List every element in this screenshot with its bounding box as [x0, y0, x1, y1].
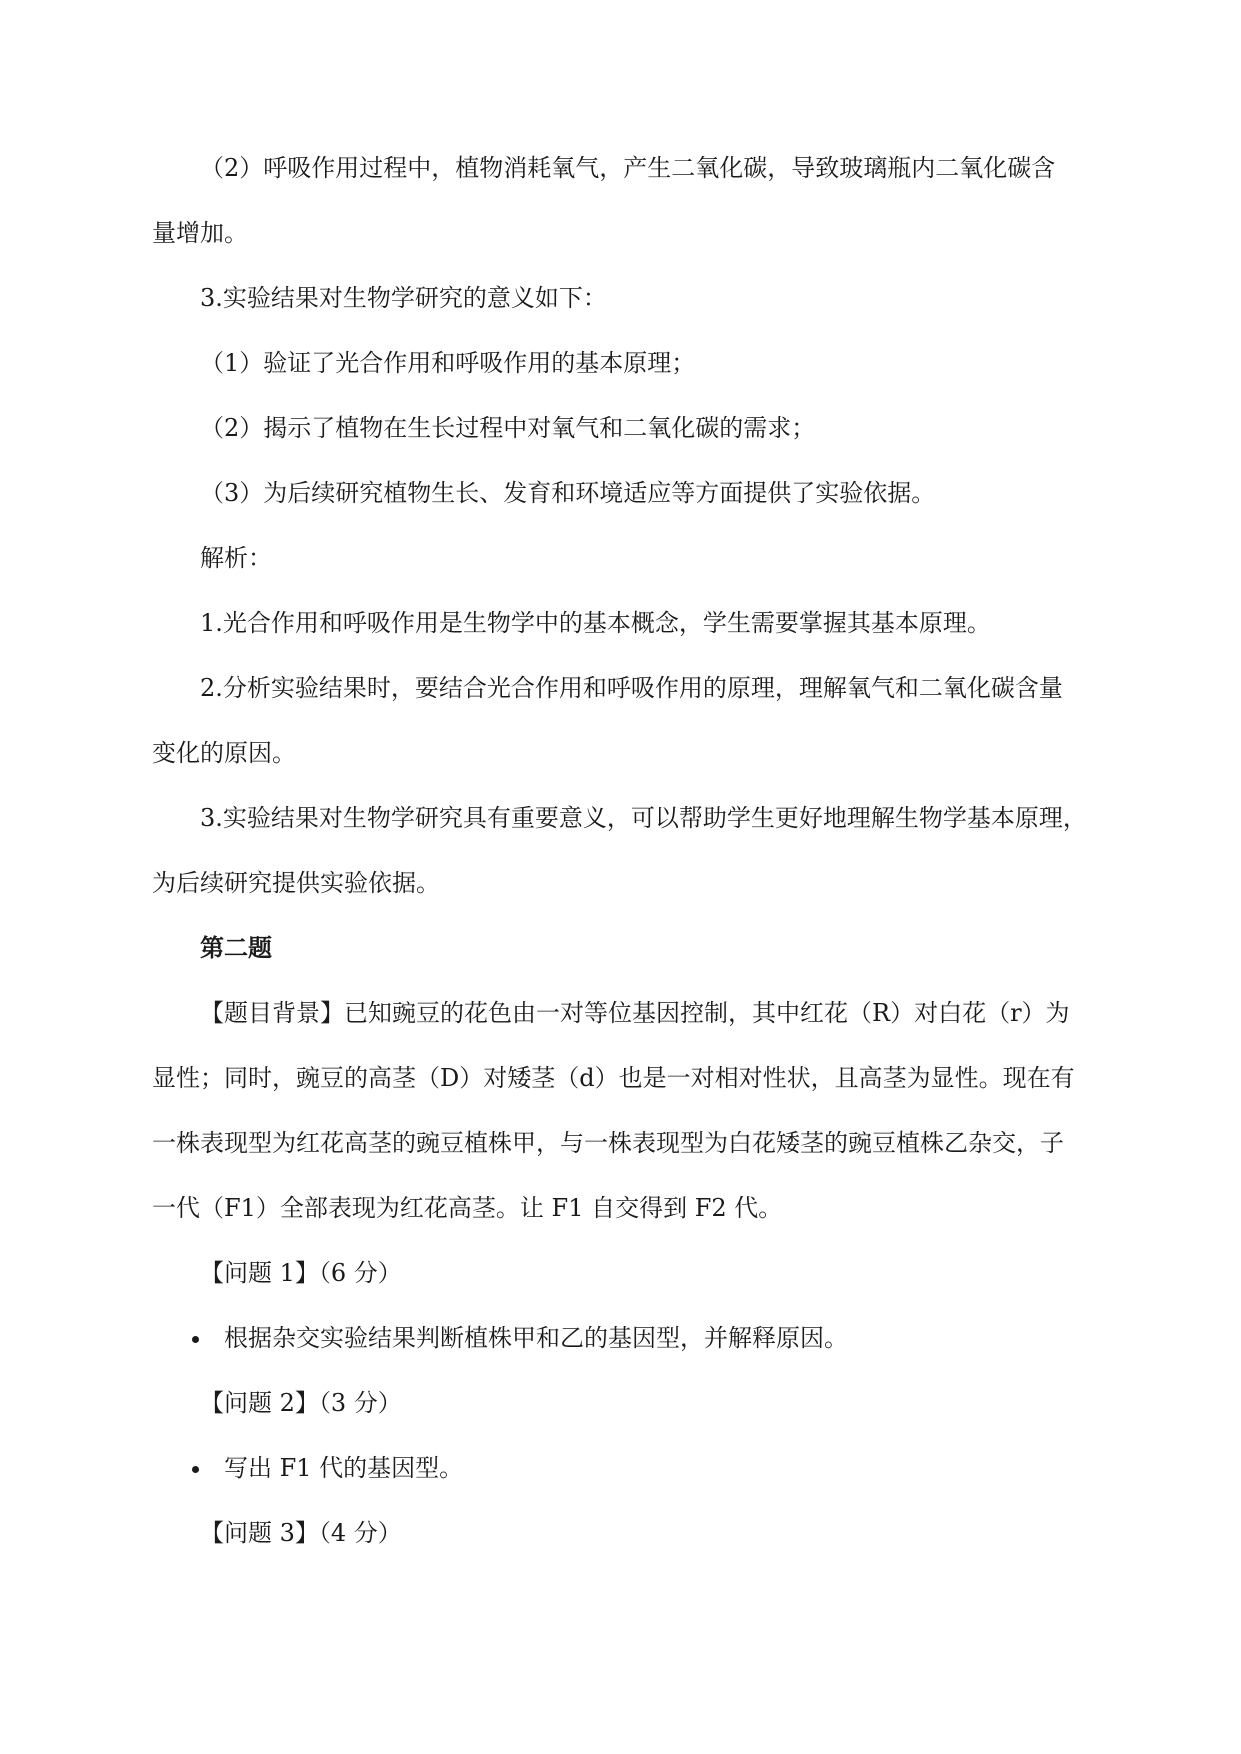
paragraph-line: （2）呼吸作用过程中，植物消耗氧气，产生二氧化碳，导致玻璃瓶内二氧化碳含 [200, 154, 1056, 182]
paragraph-line: 为后续研究提供实验依据。 [152, 869, 440, 897]
question-label: 【问题 2】（3 分） [200, 1389, 402, 1417]
paragraph-line: （3）为后续研究植物生长、发育和环境适应等方面提供了实验依据。 [200, 479, 936, 507]
question-label: 【问题 1】（6 分） [200, 1259, 402, 1287]
paragraph-line: 3.实验结果对生物学研究的意义如下： [200, 284, 607, 312]
bullet-icon [192, 1336, 199, 1343]
paragraph-line: 【题目背景】已知豌豆的花色由一对等位基因控制，其中红花（R）对白花（r）为 [200, 999, 1070, 1027]
bullet-text: 写出 F1 代的基因型。 [224, 1454, 464, 1482]
paragraph-line: 1.光合作用和呼吸作用是生物学中的基本概念，学生需要掌握其基本原理。 [200, 609, 991, 637]
paragraph-line: （1）验证了光合作用和呼吸作用的基本原理； [200, 349, 696, 377]
bullet-text: 根据杂交实验结果判断植株甲和乙的基因型，并解释原因。 [224, 1324, 848, 1352]
bullet-icon [192, 1466, 199, 1473]
question-label: 【问题 3】（4 分） [200, 1519, 402, 1547]
bullet-item [152, 1448, 1092, 1513]
document-page [152, 148, 1092, 1578]
paragraph-line: 一株表现型为红花高茎的豌豆植株甲，与一株表现型为白花矮茎的豌豆植株乙杂交，子 [152, 1129, 1064, 1157]
paragraph-line: （2）揭示了植物在生长过程中对氧气和二氧化碳的需求； [200, 414, 816, 442]
paragraph-line: 3.实验结果对生物学研究具有重要意义，可以帮助学生更好地理解生物学基本原理， [200, 804, 1087, 832]
bullet-item [152, 1318, 1092, 1383]
paragraph-line: 量增加。 [152, 219, 248, 247]
paragraph-line: 显性；同时，豌豆的高茎（D）对矮茎（d）也是一对相对性状，且高茎为显性。现在有 [152, 1064, 1075, 1092]
paragraph-line: 2.分析实验结果时，要结合光合作用和呼吸作用的原理，理解氧气和二氧化碳含量 [200, 674, 1063, 702]
section-heading: 第二题 [200, 934, 272, 962]
analysis-heading: 解析： [200, 544, 272, 572]
paragraph-line: 一代（F1）全部表现为红花高茎。让 F1 自交得到 F2 代。 [152, 1194, 783, 1222]
paragraph-line: 变化的原因。 [152, 739, 296, 767]
